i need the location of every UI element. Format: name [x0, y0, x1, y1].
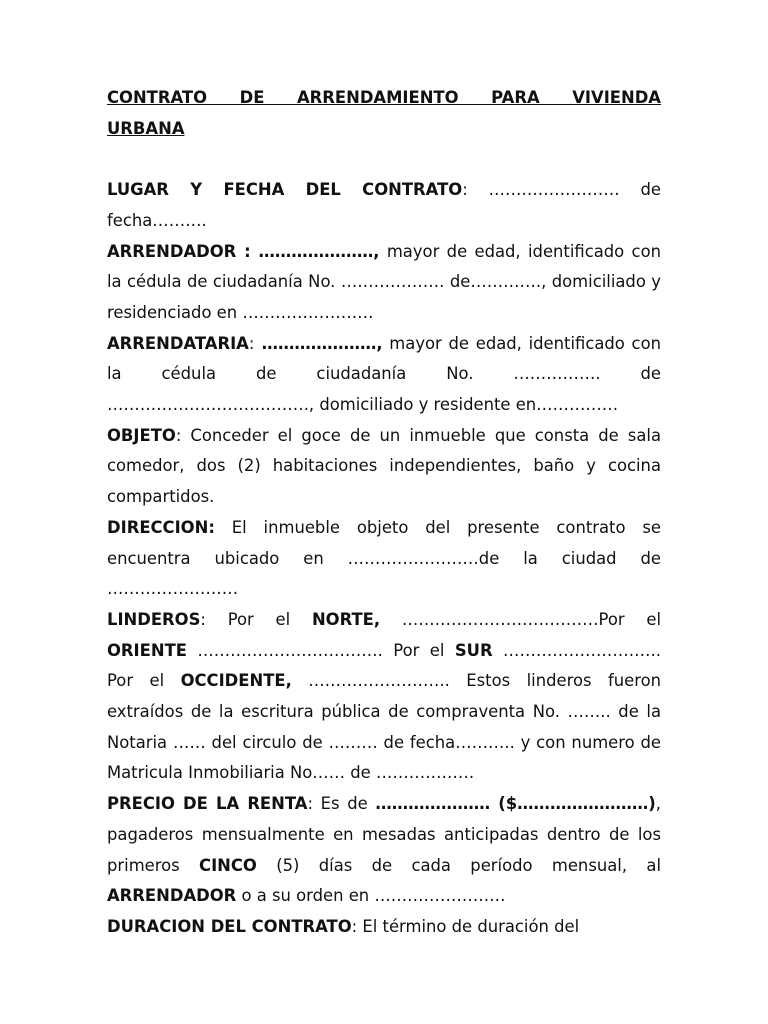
- clause-lugar-label: LUGAR Y FECHA DEL CONTRATO: [107, 180, 463, 200]
- clause-precio: [107, 789, 661, 912]
- clause-lugar: [107, 175, 661, 236]
- precio-cinco: CINCO: [199, 855, 257, 875]
- precio-amount: ………………… ($……………………): [375, 794, 656, 814]
- clause-duracion-text: : El término de duración del: [351, 916, 580, 936]
- clause-arrendataria: [107, 329, 661, 421]
- clause-duracion-label: DURACION DEL CONTRATO: [107, 916, 352, 936]
- title-line-1: CONTRATO DE ARRENDAMIENTO PARA VIVIENDA: [107, 88, 661, 107]
- precio-text-3: (5) días de cada período mensual, al: [256, 855, 661, 875]
- precio-text-4: o a su orden en ……………………: [236, 886, 506, 906]
- linderos-sur: SUR: [454, 640, 493, 660]
- document-title: [107, 83, 661, 144]
- precio-text-2: , pagaderos mensualmente en mesadas anticipadas dentro de los primeros: [107, 794, 662, 875]
- clause-direccion-label: DIRECCION:: [107, 517, 215, 537]
- clause-lugar-text: : …………………… de fecha……….: [107, 180, 662, 230]
- clause-direccion-text: El inmueble objeto del presente contrato se encuentra ubicado en ……………………de la ciudad de ……………………: [107, 517, 661, 599]
- precio-arrendador: ARRENDADOR: [107, 886, 237, 906]
- linderos-text-1: : Por el: [200, 609, 312, 629]
- linderos-oriente: ORIENTE: [107, 640, 187, 660]
- clause-direccion: [107, 513, 661, 605]
- clause-arrendataria-label: ARRENDATARIA: [107, 333, 249, 353]
- clause-objeto-text: : Conceder el goce de un inmueble que consta de sala comedor, dos (2) habitaciones independientes, baño y cocina compartidos.: [107, 425, 661, 507]
- contract-body: [107, 83, 661, 943]
- clause-objeto: [107, 421, 661, 513]
- linderos-text-4: ……………………….. Por el: [107, 640, 661, 691]
- linderos-text-3: ……………………………. Por el: [186, 640, 455, 660]
- clause-duracion: [107, 912, 661, 943]
- linderos-text-5: …………………….. Estos linderos fueron extraídos de la escritura pública de compraventa No. …….. de la Notaria …… del circulo de ……… de fecha……….. y con numero de Matricula Inmobiliaria No…… de ………………: [107, 671, 661, 783]
- linderos-occidente: OCCIDENTE,: [180, 671, 292, 691]
- clause-linderos-label: LINDEROS: [107, 609, 201, 629]
- clause-arrendador-text: mayor de edad, identificado con la cédula de ciudadanía No. ………………. de…………., domiciliado y residenciado en ……………………: [107, 241, 661, 322]
- linderos-text-2: ………………………………Por el: [380, 609, 662, 629]
- clause-objeto-label: OBJETO: [107, 425, 176, 445]
- clause-arrendataria-dots: …………………,: [254, 333, 383, 353]
- blank-line: [107, 144, 661, 175]
- clause-arrendataria-sep: :: [248, 333, 255, 353]
- clause-precio-label: PRECIO DE LA RENTA: [107, 794, 308, 814]
- clause-arrendador: [107, 237, 661, 329]
- clause-linderos: [107, 605, 661, 789]
- clause-arrendador-label: ARRENDADOR : …………………,: [107, 241, 380, 261]
- precio-text-1: : Es de: [307, 794, 376, 814]
- title-line-2: URBANA: [107, 118, 185, 138]
- clause-arrendataria-text: mayor de edad, identificado con la cédula de ciudadanía No. ……………. de ………………………………., domiciliado y residente en……………: [107, 333, 661, 415]
- linderos-norte: NORTE,: [311, 609, 381, 629]
